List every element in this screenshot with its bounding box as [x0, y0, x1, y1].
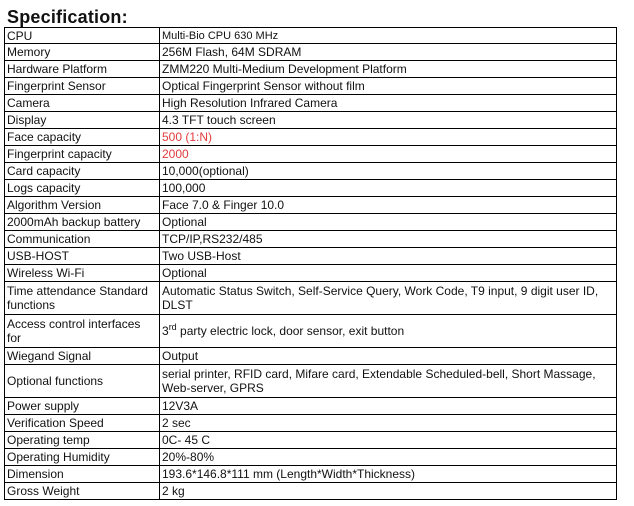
table-row [5, 78, 617, 95]
spec-label: Communication [5, 231, 160, 248]
spec-value [160, 315, 617, 348]
spec-value: Output [160, 348, 617, 365]
spec-label: USB-HOST [5, 248, 160, 265]
table-row [5, 44, 617, 61]
table-row [5, 163, 617, 180]
spec-value: Multi-Bio CPU 630 MHz [160, 28, 617, 44]
table-row [5, 282, 617, 315]
spec-label: Wireless Wi-Fi [5, 265, 160, 282]
spec-label: Power supply [5, 398, 160, 415]
spec-value: Automatic Status Switch, Self-Service Query, Work Code, T9 input, 9 digit user ID, DLST [160, 282, 617, 315]
spec-label: 2000mAh backup battery [5, 214, 160, 231]
spec-label: CPU [5, 28, 160, 44]
spec-label: Time attendance Standard functions [5, 282, 160, 315]
ordinal-number: 3 [162, 324, 169, 338]
spec-label: Memory [5, 44, 160, 61]
spec-value: Optional [160, 214, 617, 231]
spec-value: ZMM220 Multi-Medium Development Platform [160, 61, 617, 78]
spec-label: Fingerprint capacity [5, 146, 160, 163]
table-row [5, 197, 617, 214]
table-row [5, 214, 617, 231]
table-row [5, 231, 617, 248]
ordinal-suffix: rd [168, 322, 177, 332]
table-row [5, 180, 617, 197]
table-row [5, 348, 617, 365]
spec-label: Logs capacity [5, 180, 160, 197]
table-row [5, 483, 617, 500]
spec-label: Card capacity [5, 163, 160, 180]
spec-value: 100,000 [160, 180, 617, 197]
spec-value: 193.6*146.8*111 mm (Length*Width*Thickness) [160, 466, 617, 483]
spec-value-text: party electric lock, door sensor, exit button [176, 324, 405, 338]
spec-value: 20%-80% [160, 449, 617, 466]
spec-value: 12V3A [160, 398, 617, 415]
table-row [5, 415, 617, 432]
spec-label: Operating temp [5, 432, 160, 449]
spec-label: Dimension [5, 466, 160, 483]
spec-value: Optional [160, 265, 617, 282]
table-row [5, 129, 617, 146]
spec-value: 10,000(optional) [160, 163, 617, 180]
table-row [5, 265, 617, 282]
spec-value: 4.3 TFT touch screen [160, 112, 617, 129]
table-row [5, 95, 617, 112]
table-row [5, 432, 617, 449]
table-row [5, 315, 617, 348]
spec-value: High Resolution Infrared Camera [160, 95, 617, 112]
specification-table [4, 27, 617, 500]
table-row [5, 28, 617, 44]
spec-label: Gross Weight [5, 483, 160, 500]
spec-label: Access control interfaces for [5, 315, 160, 348]
spec-value: Optical Fingerprint Sensor without film [160, 78, 617, 95]
spec-label: Verification Speed [5, 415, 160, 432]
spec-value: 2 sec [160, 415, 617, 432]
spec-label: Face capacity [5, 129, 160, 146]
spec-label: Optional functions [5, 365, 160, 398]
spec-value-highlight: 2000 [160, 146, 617, 163]
table-row [5, 466, 617, 483]
spec-value: 2 kg [160, 483, 617, 500]
table-row [5, 365, 617, 398]
page-title: Specification: [7, 7, 128, 27]
spec-value: serial printer, RFID card, Mifare card, Extendable Scheduled-bell, Short Massage, Web-server, GPRS [160, 365, 617, 398]
spec-value-highlight: 500 (1:N) [160, 129, 617, 146]
spec-label: Camera [5, 95, 160, 112]
spec-value: Two USB-Host [160, 248, 617, 265]
spec-label: Algorithm Version [5, 197, 160, 214]
table-row [5, 112, 617, 129]
spec-value: 256M Flash, 64M SDRAM [160, 44, 617, 61]
table-row [5, 61, 617, 78]
spec-value: TCP/IP,RS232/485 [160, 231, 617, 248]
spec-label: Fingerprint Sensor [5, 78, 160, 95]
spec-value: 0C- 45 C [160, 432, 617, 449]
spec-label: Operating Humidity [5, 449, 160, 466]
spec-label: Hardware Platform [5, 61, 160, 78]
spec-label: Wiegand Signal [5, 348, 160, 365]
table-row [5, 248, 617, 265]
table-row [5, 398, 617, 415]
table-row [5, 449, 617, 466]
table-row [5, 146, 617, 163]
spec-label: Display [5, 112, 160, 129]
spec-value: Face 7.0 & Finger 10.0 [160, 197, 617, 214]
